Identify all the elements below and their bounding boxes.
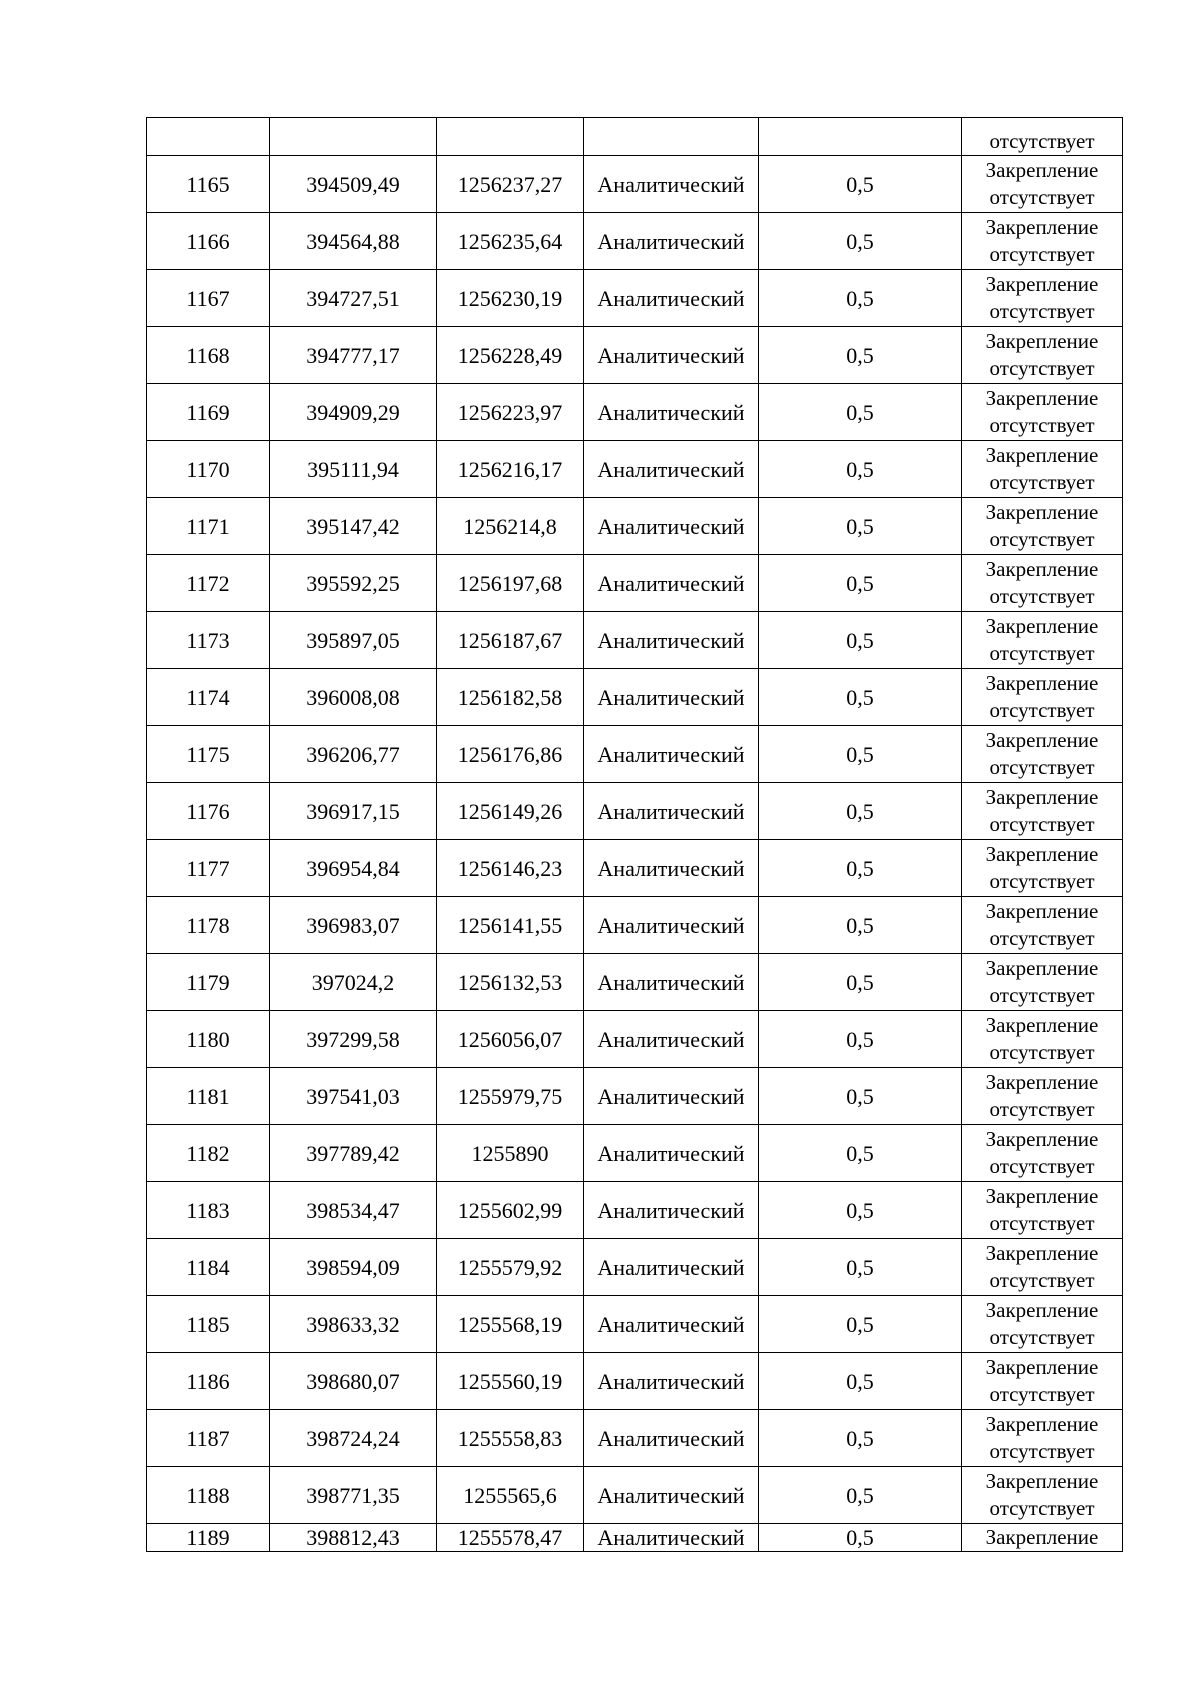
cell-method: Аналитический	[584, 1296, 759, 1353]
cell-point-number: 1174	[147, 669, 270, 726]
cell-method: Аналитический	[584, 1125, 759, 1182]
cell-y: 1255579,92	[437, 1239, 584, 1296]
cell-y: 1255560,19	[437, 1353, 584, 1410]
cell-method: Аналитический	[584, 954, 759, 1011]
cell-error: 0,5	[759, 669, 962, 726]
cell-error: 0,5	[759, 612, 962, 669]
cell-x: 394564,88	[270, 213, 437, 270]
cell-fixation	[962, 555, 1123, 612]
cell-fixation: отсутствует	[962, 118, 1123, 156]
fixation-line-1: Закрепление	[985, 500, 1099, 524]
cell-fixation	[962, 384, 1123, 441]
cell-point-number	[147, 118, 270, 156]
cell-error: 0,5	[759, 726, 962, 783]
cell-method: Аналитический	[584, 840, 759, 897]
table-body	[147, 118, 1123, 1552]
fixation-line-1: Закрепление	[985, 899, 1099, 923]
cell-method: Аналитический	[584, 1239, 759, 1296]
cell-x: 398724,24	[270, 1410, 437, 1467]
cell-point-number: 1165	[147, 156, 270, 213]
fixation-line-1: Закрепление	[985, 728, 1099, 752]
table-row	[147, 1068, 1123, 1125]
fixation-line-1: Закрепление	[985, 1469, 1099, 1493]
cell-x: 398594,09	[270, 1239, 437, 1296]
cell-fixation	[962, 669, 1123, 726]
cell-y: 1255568,19	[437, 1296, 584, 1353]
cell-fixation	[962, 726, 1123, 783]
cell-point-number: 1167	[147, 270, 270, 327]
cell-method: Аналитический	[584, 1410, 759, 1467]
fixation-line-2: отсутствует	[989, 1154, 1095, 1178]
cell-error: 0,5	[759, 1011, 962, 1068]
cell-point-number: 1175	[147, 726, 270, 783]
cell-x: 397299,58	[270, 1011, 437, 1068]
cell-method: Аналитический	[584, 1353, 759, 1410]
cell-y: 1256176,86	[437, 726, 584, 783]
fixation-line-2: отсутствует	[989, 1496, 1095, 1520]
cell-error: 0,5	[759, 840, 962, 897]
cell-fixation	[962, 156, 1123, 213]
fixation-line-2: отсутствует	[989, 356, 1095, 380]
cell-method: Аналитический	[584, 1182, 759, 1239]
cell-error: 0,5	[759, 897, 962, 954]
cell-point-number: 1188	[147, 1467, 270, 1524]
fixation-line-1: Закрепление	[985, 614, 1099, 638]
cell-x: 394509,49	[270, 156, 437, 213]
cell-y: 1256216,17	[437, 441, 584, 498]
cell-fixation	[962, 1011, 1123, 1068]
fixation-line-1: Закрепление	[985, 1070, 1099, 1094]
table-row	[147, 555, 1123, 612]
cell-fixation: Закрепление	[962, 1524, 1123, 1552]
fixation-line-1: Закрепление	[985, 1184, 1099, 1208]
cell-error: 0,5	[759, 1353, 962, 1410]
cell-method: Аналитический	[584, 897, 759, 954]
cell-x: 398633,32	[270, 1296, 437, 1353]
table-row	[147, 1296, 1123, 1353]
cell-x: 394727,51	[270, 270, 437, 327]
fixation-line-2: отсутствует	[989, 584, 1095, 608]
cell-method: Аналитический	[584, 156, 759, 213]
cell-method: Аналитический	[584, 1068, 759, 1125]
fixation-line-2: отсутствует	[989, 983, 1095, 1007]
fixation-line-1: Закрепление	[985, 1412, 1099, 1436]
cell-method: Аналитический	[584, 783, 759, 840]
fixation-line-1: Закрепление	[985, 557, 1099, 581]
table-row	[147, 441, 1123, 498]
table-row	[147, 1467, 1123, 1524]
table-row	[147, 156, 1123, 213]
fixation-line-2: отсутствует	[989, 812, 1095, 836]
cell-y: 1256223,97	[437, 384, 584, 441]
fixation-line-2: отсутствует	[989, 698, 1095, 722]
cell-error: 0,5	[759, 1182, 962, 1239]
table-row	[147, 1011, 1123, 1068]
fixation-line-1: Закрепление	[985, 785, 1099, 809]
cell-y: 1256230,19	[437, 270, 584, 327]
cell-method	[584, 118, 759, 156]
table-row	[147, 1182, 1123, 1239]
cell-method: Аналитический	[584, 498, 759, 555]
cell-error: 0,5	[759, 1296, 962, 1353]
cell-fixation	[962, 954, 1123, 1011]
cell-y: 1256228,49	[437, 327, 584, 384]
cell-x: 395592,25	[270, 555, 437, 612]
cell-x: 395147,42	[270, 498, 437, 555]
fixation-line-1: Закрепление	[985, 842, 1099, 866]
table-row	[147, 384, 1123, 441]
cell-point-number: 1166	[147, 213, 270, 270]
cell-method: Аналитический	[584, 327, 759, 384]
cell-error: 0,5	[759, 1125, 962, 1182]
cell-fixation	[962, 1239, 1123, 1296]
fixation-line-1: Закрепление	[985, 158, 1099, 182]
cell-error: 0,5	[759, 1239, 962, 1296]
table-row	[147, 270, 1123, 327]
fixation-line-1: Закрепление	[985, 386, 1099, 410]
cell-error: 0,5	[759, 384, 962, 441]
cell-x: 397024,2	[270, 954, 437, 1011]
table-row	[147, 669, 1123, 726]
cell-point-number: 1184	[147, 1239, 270, 1296]
cell-y: 1256141,55	[437, 897, 584, 954]
cell-point-number: 1179	[147, 954, 270, 1011]
fixation-line-2: отсутствует	[989, 185, 1095, 209]
cell-point-number: 1173	[147, 612, 270, 669]
fixation-line-2: отсутствует	[989, 1040, 1095, 1064]
fixation-line-2: отсутствует	[989, 755, 1095, 779]
fixation-line-2: отсутствует	[989, 926, 1095, 950]
cell-method: Аналитический	[584, 270, 759, 327]
cell-method: Аналитический	[584, 612, 759, 669]
fixation-line-1: Закрепление	[985, 956, 1099, 980]
table-row	[147, 783, 1123, 840]
cell-fixation	[962, 1467, 1123, 1524]
cell-error: 0,5	[759, 156, 962, 213]
cell-x: 398534,47	[270, 1182, 437, 1239]
cell-y: 1256235,64	[437, 213, 584, 270]
cell-point-number: 1181	[147, 1068, 270, 1125]
table-row	[147, 213, 1123, 270]
cell-point-number: 1170	[147, 441, 270, 498]
cell-y: 1255890	[437, 1125, 584, 1182]
fixation-line-2: отсутствует	[989, 299, 1095, 323]
table-row	[147, 726, 1123, 783]
cell-method: Аналитический	[584, 726, 759, 783]
cell-error	[759, 118, 962, 156]
cell-error: 0,5	[759, 555, 962, 612]
table-row	[147, 954, 1123, 1011]
cell-y: 1256214,8	[437, 498, 584, 555]
fixation-line-2: отсутствует	[989, 470, 1095, 494]
cell-error: 0,5	[759, 783, 962, 840]
cell-fixation	[962, 1353, 1123, 1410]
cell-fixation	[962, 1182, 1123, 1239]
cell-x: 396983,07	[270, 897, 437, 954]
cell-point-number: 1171	[147, 498, 270, 555]
fixation-line-2: отсутствует	[989, 1268, 1095, 1292]
cell-x: 396954,84	[270, 840, 437, 897]
cell-y: 1255578,47	[437, 1524, 584, 1552]
cell-x: 398771,35	[270, 1467, 437, 1524]
cell-point-number: 1182	[147, 1125, 270, 1182]
cell-fixation	[962, 1068, 1123, 1125]
fixation-line-1: Закрепление	[985, 272, 1099, 296]
cell-method: Аналитический	[584, 213, 759, 270]
cell-error: 0,5	[759, 213, 962, 270]
fixation-line-2: отсутствует	[989, 1325, 1095, 1349]
fixation-line-1: Закрепление	[985, 215, 1099, 239]
fixation-line-1: Закрепление	[985, 1241, 1099, 1265]
cell-y: 1256197,68	[437, 555, 584, 612]
table-row	[147, 498, 1123, 555]
cell-y	[437, 118, 584, 156]
table-row	[147, 327, 1123, 384]
table-row	[147, 840, 1123, 897]
fixation-line-1: Закрепление	[985, 1013, 1099, 1037]
fixation-line-2: отсутствует	[989, 242, 1095, 266]
cell-y: 1256146,23	[437, 840, 584, 897]
cell-error: 0,5	[759, 1068, 962, 1125]
fixation-line-2: отсутствует	[989, 1097, 1095, 1121]
cell-y: 1255602,99	[437, 1182, 584, 1239]
fixation-line-1: Закрепление	[985, 1298, 1099, 1322]
fixation-line-2: отсутствует	[989, 527, 1095, 551]
table-row	[147, 1125, 1123, 1182]
cell-method: Аналитический	[584, 384, 759, 441]
fixation-line-2: отсутствует	[989, 1382, 1095, 1406]
cell-x: 397789,42	[270, 1125, 437, 1182]
cell-x	[270, 118, 437, 156]
table-row	[147, 897, 1123, 954]
cell-method: Аналитический	[584, 555, 759, 612]
cell-point-number: 1176	[147, 783, 270, 840]
cell-point-number: 1172	[147, 555, 270, 612]
fixation-line-1: Закрепление	[985, 443, 1099, 467]
fixation-line-2: отсутствует	[989, 869, 1095, 893]
cell-method: Аналитический	[584, 1467, 759, 1524]
cell-fixation	[962, 441, 1123, 498]
cell-y: 1256182,58	[437, 669, 584, 726]
cell-point-number: 1169	[147, 384, 270, 441]
fixation-line-1: Закрепление	[985, 671, 1099, 695]
cell-error: 0,5	[759, 270, 962, 327]
cell-x: 396008,08	[270, 669, 437, 726]
cell-method: Аналитический	[584, 1011, 759, 1068]
cell-method: Аналитический	[584, 669, 759, 726]
cell-point-number: 1180	[147, 1011, 270, 1068]
cell-error: 0,5	[759, 954, 962, 1011]
cell-point-number: 1187	[147, 1410, 270, 1467]
cell-point-number: 1178	[147, 897, 270, 954]
cell-x: 394909,29	[270, 384, 437, 441]
fixation-line-1: Закрепление	[985, 1127, 1099, 1151]
cell-y: 1256237,27	[437, 156, 584, 213]
cell-fixation	[962, 1296, 1123, 1353]
cell-error: 0,5	[759, 1524, 962, 1552]
cell-y: 1255558,83	[437, 1410, 584, 1467]
cell-x: 398680,07	[270, 1353, 437, 1410]
cell-error: 0,5	[759, 1410, 962, 1467]
cell-method: Аналитический	[584, 441, 759, 498]
fixation-line-1: Закрепление	[985, 329, 1099, 353]
fixation-line-2: отсутствует	[989, 1211, 1095, 1235]
cell-error: 0,5	[759, 327, 962, 384]
table-row-last	[147, 1524, 1123, 1552]
fixation-line-2: отсутствует	[989, 641, 1095, 665]
cell-x: 397541,03	[270, 1068, 437, 1125]
fixation-line-2: отсутствует	[989, 413, 1095, 437]
cell-point-number: 1189	[147, 1524, 270, 1552]
cell-fixation	[962, 840, 1123, 897]
cell-x: 396206,77	[270, 726, 437, 783]
cell-x: 395111,94	[270, 441, 437, 498]
cell-y: 1256149,26	[437, 783, 584, 840]
cell-x: 396917,15	[270, 783, 437, 840]
fixation-line-1: Закрепление	[985, 1355, 1099, 1379]
cell-point-number: 1183	[147, 1182, 270, 1239]
cell-y: 1256056,07	[437, 1011, 584, 1068]
cell-fixation	[962, 1410, 1123, 1467]
cell-y: 1256187,67	[437, 612, 584, 669]
cell-x: 395897,05	[270, 612, 437, 669]
table-row-continuation	[147, 118, 1123, 156]
cell-fixation	[962, 498, 1123, 555]
cell-error: 0,5	[759, 1467, 962, 1524]
cell-point-number: 1185	[147, 1296, 270, 1353]
table-row	[147, 612, 1123, 669]
cell-y: 1256132,53	[437, 954, 584, 1011]
cell-x: 398812,43	[270, 1524, 437, 1552]
cell-point-number: 1177	[147, 840, 270, 897]
cell-error: 0,5	[759, 441, 962, 498]
cell-error: 0,5	[759, 498, 962, 555]
cell-fixation	[962, 1125, 1123, 1182]
cell-y: 1255979,75	[437, 1068, 584, 1125]
cell-fixation	[962, 897, 1123, 954]
table-row	[147, 1239, 1123, 1296]
cell-fixation	[962, 783, 1123, 840]
cell-point-number: 1168	[147, 327, 270, 384]
cell-fixation	[962, 327, 1123, 384]
coordinates-table	[146, 117, 1123, 1552]
cell-fixation	[962, 270, 1123, 327]
cell-fixation	[962, 612, 1123, 669]
cell-fixation	[962, 213, 1123, 270]
table-row	[147, 1410, 1123, 1467]
cell-y: 1255565,6	[437, 1467, 584, 1524]
table-row	[147, 1353, 1123, 1410]
cell-method: Аналитический	[584, 1524, 759, 1552]
cell-point-number: 1186	[147, 1353, 270, 1410]
cell-x: 394777,17	[270, 327, 437, 384]
fixation-line-2: отсутствует	[989, 1439, 1095, 1463]
